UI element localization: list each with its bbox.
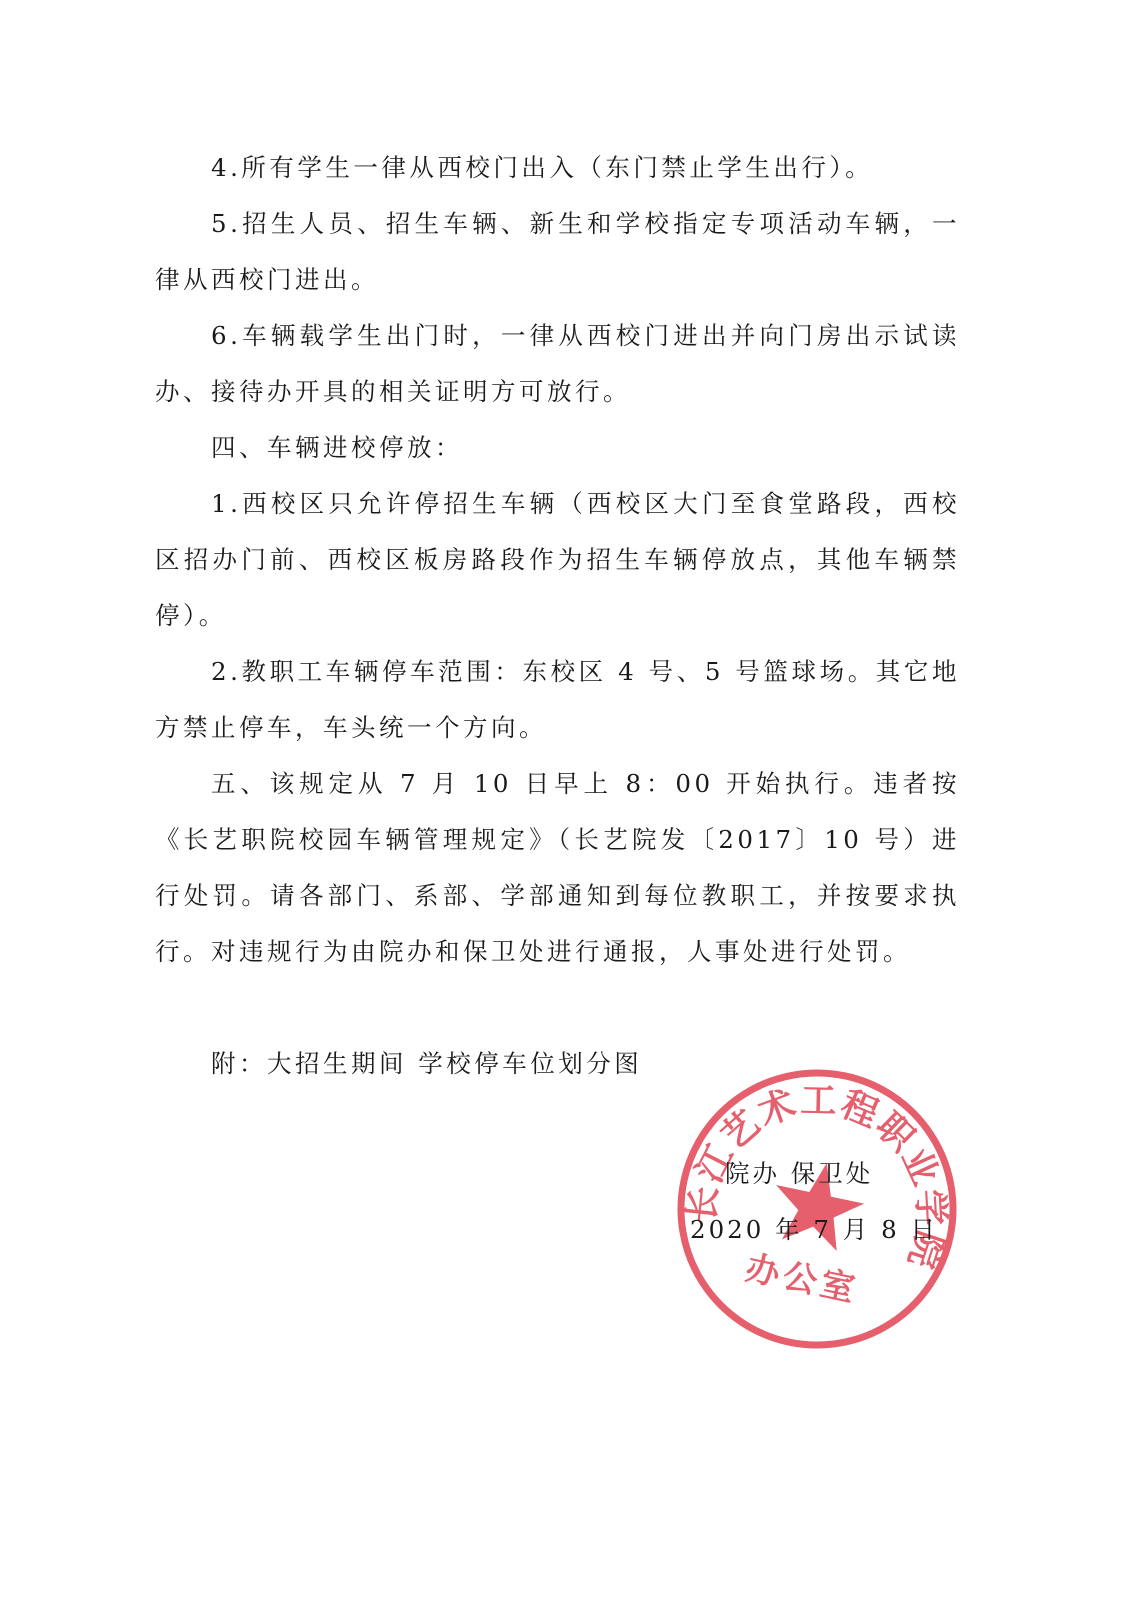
- paragraph-parking-2: 2.教职工车辆停车范围：东校区 4 号、5 号篮球场。其它地方禁止停车，车头统一个方向。: [155, 657, 960, 742]
- svg-text:办公室: 办公室: [742, 1248, 862, 1311]
- document-body: [155, 140, 960, 1092]
- signing-date: 2020 年 7 月 8 日: [690, 1215, 938, 1244]
- paragraph-rule-5: 5.招生人员、招生车辆、新生和学校指定专项活动车辆，一律从西校门进出。: [155, 209, 960, 294]
- signing-organization: 院办 保卫处: [725, 1159, 874, 1188]
- paragraph-parking-1: 1.西校区只允许停招生车辆（西校区大门至食堂路段，西校区招办门前、西校区板房路段作为招生车辆停放点，其他车辆禁停）。: [155, 489, 960, 630]
- signature-block: [690, 1146, 950, 1258]
- attachment-note: 附：大招生期间 学校停车位划分图: [211, 1049, 643, 1078]
- paragraph-rule-4: 4.所有学生一律从西校门出入（东门禁止学生出行）。: [211, 153, 874, 182]
- paragraph-effective-date: 五、该规定从 7 月 10 日早上 8：00 开始执行。违者按《长艺职院校园车辆管理规定》（长艺院发〔2017〕10 号）进行处罚。请各部门、系部、学部通知到每位教职工，并按要求执行。对违规行为由院办和保卫处进行通报，人事处进行处罚。: [155, 769, 960, 966]
- section-heading-parking: 四、车辆进校停放：: [211, 433, 463, 462]
- svg-text:长江艺术工程职业学院: 长江艺术工程职业学院: [680, 1079, 953, 1276]
- paragraph-rule-6: 6.车辆载学生出门时，一律从西校门进出并向门房出示试读办、接待办开具的相关证明方可放行。: [155, 321, 960, 406]
